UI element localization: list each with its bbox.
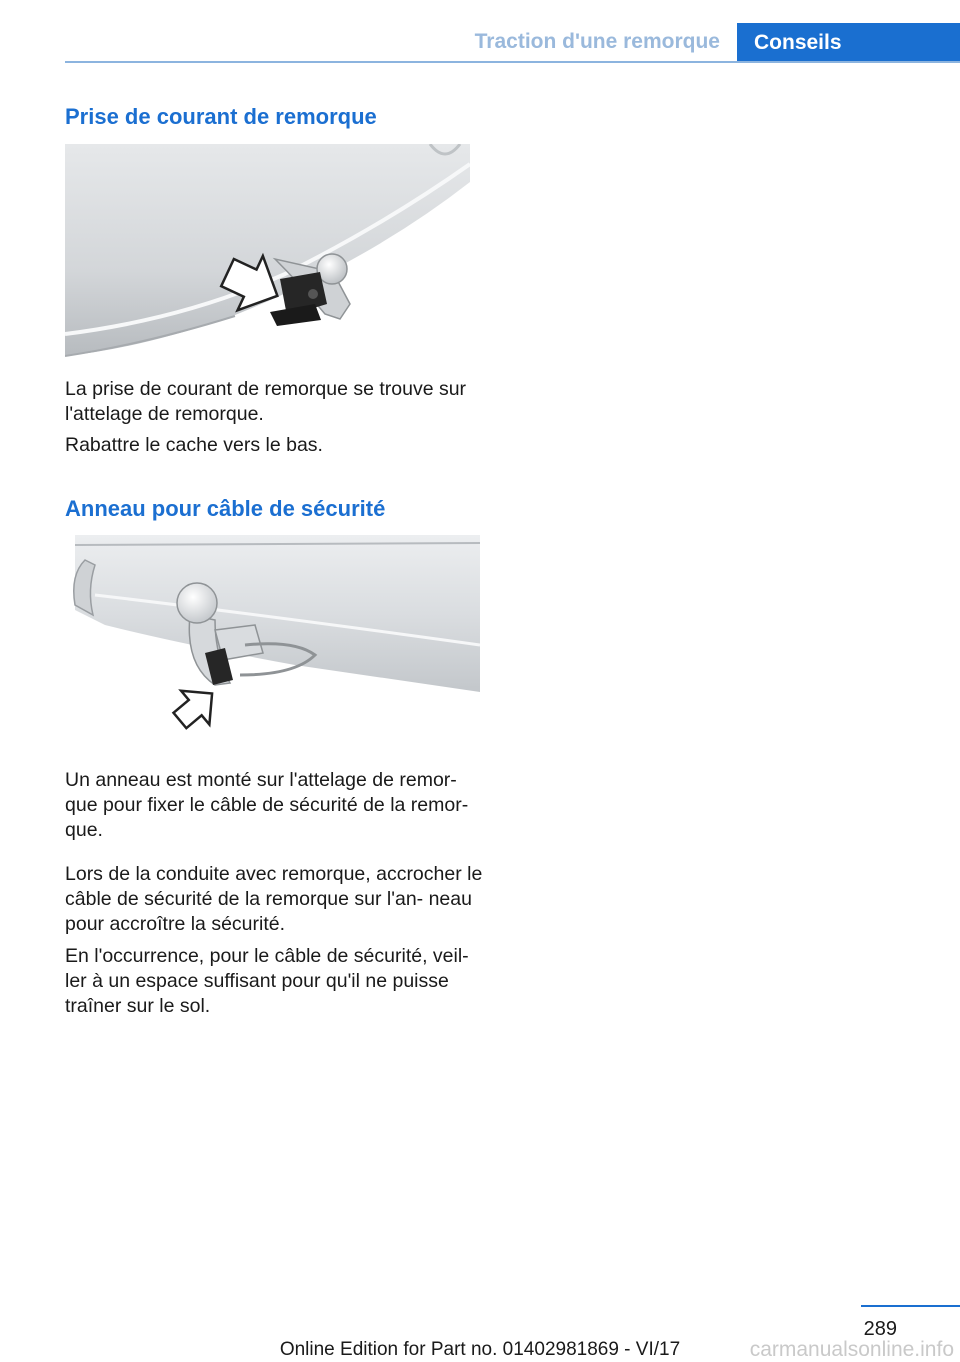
header-chapter-tab[interactable]: Conseils: [737, 23, 960, 63]
safety-cable-paragraph-2: Lors de la conduite avec remorque, accrocher le câble de sécurité de la remorque sur l'an‐ neau pour accroître la sécurité.: [65, 863, 483, 935]
header-section-title: Traction d'une remorque: [474, 30, 720, 53]
safety-cable-paragraph-1: Un anneau est monté sur l'attelage de remor‐ que pour fixer le câble de sécurité de la remor‐ que.: [65, 769, 469, 841]
footer-edition: Online Edition for Part no. 01402981869 - VI/17: [279, 1339, 681, 1360]
page-number-rule: [861, 1305, 960, 1307]
header-rule: [65, 61, 960, 63]
trailer-socket-illustration: [65, 144, 470, 366]
trailer-socket-paragraph-2: Rabattre le cache vers le bas.: [65, 434, 323, 456]
section-title-trailer-socket: Prise de courant de remorque: [65, 104, 377, 129]
footer-watermark: carmanualsonline.info: [749, 1338, 954, 1361]
trailer-socket-paragraph-1: La prise de courant de remorque se trouve sur l'attelage de remorque.: [65, 378, 467, 425]
page-number: 289: [863, 1318, 897, 1340]
section-title-safety-cable-ring: Anneau pour câble de sécurité: [65, 496, 386, 521]
safety-cable-paragraph-3: En l'occurrence, pour le câble de sécurité, veil‐ ler à un espace suffisant pour qu'il ne puisse traîner sur le sol.: [65, 945, 469, 1017]
safety-cable-ring-illustration: [65, 535, 480, 735]
footer: [0, 1339, 960, 1361]
